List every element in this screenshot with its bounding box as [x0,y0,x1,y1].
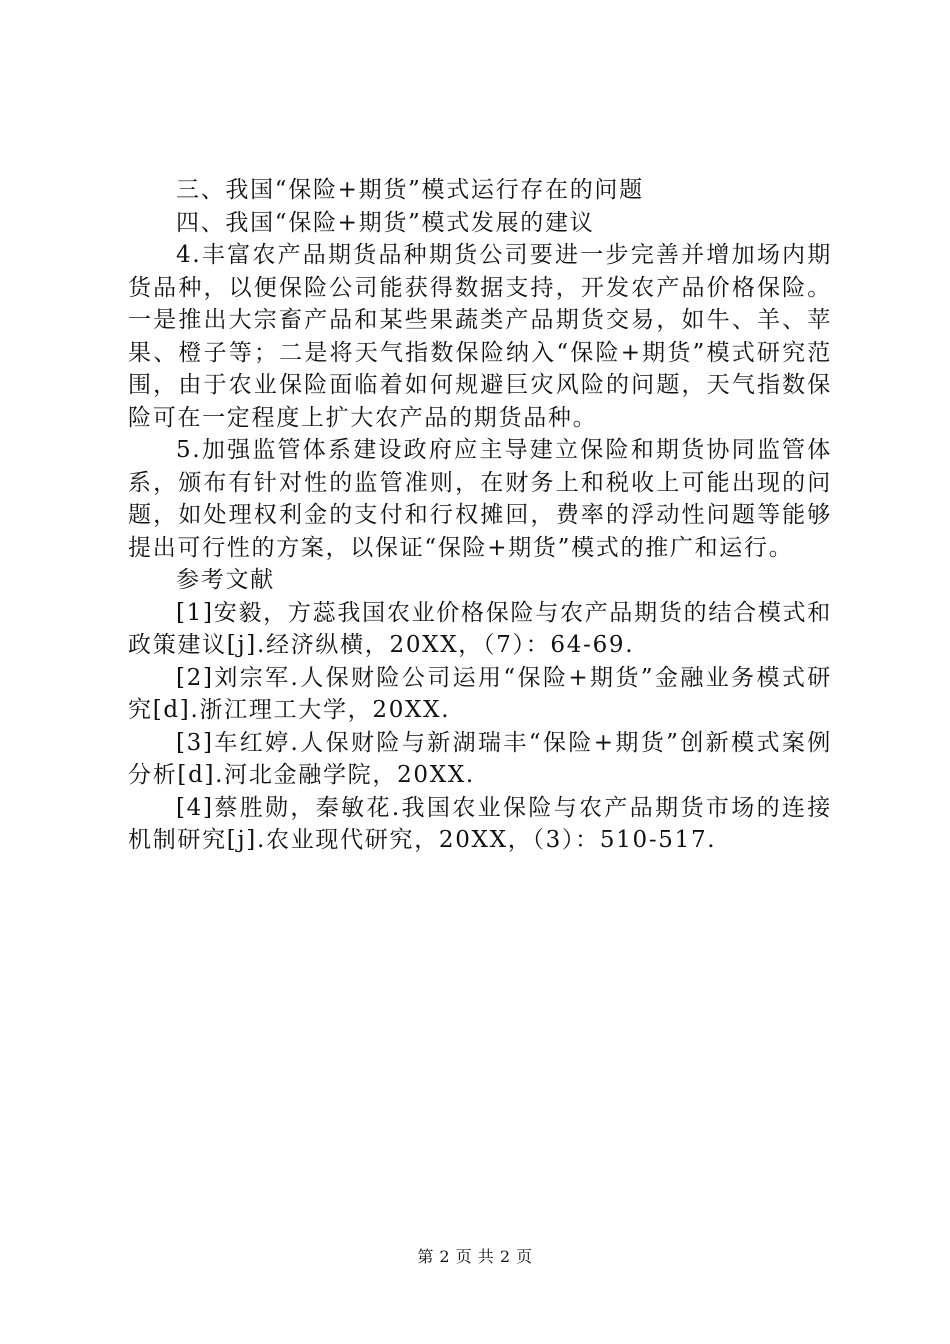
references-heading: 参考文献 [176,567,275,593]
reference-item-2: [2]刘宗军.人保财险公司运用“保险+期货”金融业务模式研究[d].浙江理工大学，20XX. [128,664,832,723]
reference-item-3: [3]车红婷.人保财险与新湖瑞丰“保险+期货”创新模式案例分析[d].河北金融学院，20XX. [128,729,832,788]
section-heading-problems: 三、我国“保险+期货”模式运行存在的问题 [176,177,644,203]
section-heading-suggestions: 四、我国“保险+期货”模式发展的建议 [176,209,595,236]
reference-item-4: [4]蔡胜勋，秦敏花.我国农业保险与农产品期货市场的连接机制研究[j].农业现代研究，20XX，（3）：510-517. [128,794,832,853]
document-body [128,174,832,857]
paragraph-strengthen-supervision: 5.加强监管体系建设政府应主导建立保险和期货协同监管体系，颁布有针对性的监管准则，在财务上和税收上可能出现的问题，如处理权利金的支付和行权摊回，费率的浮动性问题等能够提出可行性的方案，以保证“保险+期货”模式的推广和运行。 [128,437,832,561]
page-footer: 第 2 页 共 2 页 [417,1247,533,1266]
paragraph-enrich-futures: 4.丰富农产品期货品种期货公司要进一步完善并增加场内期货品种，以便保险公司能获得数据支持，开发农产品价格保险。一是推出大宗畜产品和某些果蔬类产品期货交易，如牛、羊、苹果、橙子等；二是将天气指数保险纳入“保险+期货”模式研究范围，由于农业保险面临着如何规避巨灾风险的问题，天气指数保险可在一定程度上扩大农产品的期货品种。 [128,242,832,431]
reference-item-1: [1]安毅，方蕊我国农业价格保险与农产品期货的结合模式和政策建议[j].经济纵横，20XX，（7）：64-69. [128,599,832,658]
